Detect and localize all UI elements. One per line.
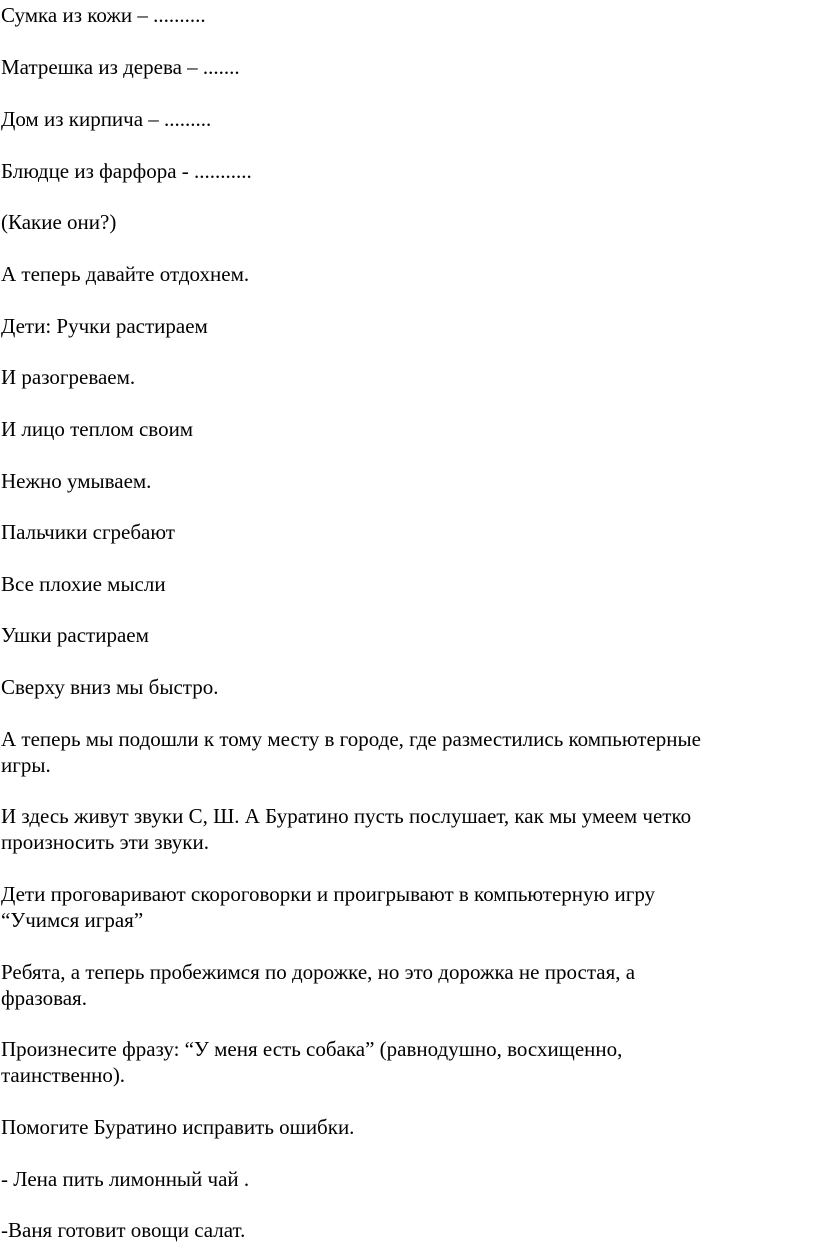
text-line: таинственно). [1,1063,126,1087]
text-line: фразовая. [1,986,87,1010]
text-line: Все плохие мысли [1,572,166,596]
text-line: “Учимся играя” [1,908,144,932]
text-line: А теперь давайте отдохнем. [1,262,250,286]
text-line: Дети проговаривают скороговорки и проигрывают в компьютерную игру [1,882,656,906]
text-line: Пальчики сгребают [1,520,175,544]
text-line: И лицо теплом своим [1,417,194,441]
text-line: А теперь мы подошли к тому месту в городе, где разместились компьютерные [1,727,701,751]
text-line: Дом из кирпича – ......... [1,107,212,131]
text-line: произносить эти звуки. [1,830,209,854]
text-line: И разогреваем. [1,365,136,389]
text-line: Сверху вниз мы быстро. [1,675,219,699]
text-line: Ушки растираем [1,623,149,647]
text-line: игры. [1,753,51,777]
text-line: Ребята, а теперь пробежимся по дорожке, но это дорожка не простая, а [1,960,636,984]
text-line: - Лена пить лимонный чай . [1,1167,250,1191]
text-line: Нежно умываем. [1,469,152,493]
text-line: И здесь живут звуки С, Ш. А Буратино пусть послушает, как мы умеем четко [1,804,692,828]
text-line: (Какие они?) [1,210,117,234]
text-line: Помогите Буратино исправить ошибки. [1,1115,355,1139]
text-line: Блюдце из фарфора - ........... [1,159,252,183]
text-line: Матрешка из дерева – ....... [1,55,240,79]
text-line: Произнесите фразу: “У меня есть собака” (равнодушно, восхищенно, [1,1037,623,1061]
text-line: -Ваня готовит овощи салат. [1,1218,246,1242]
text-line: Дети: Ручки растираем [1,314,208,338]
text-line: Сумка из кожи – .......... [1,3,206,27]
